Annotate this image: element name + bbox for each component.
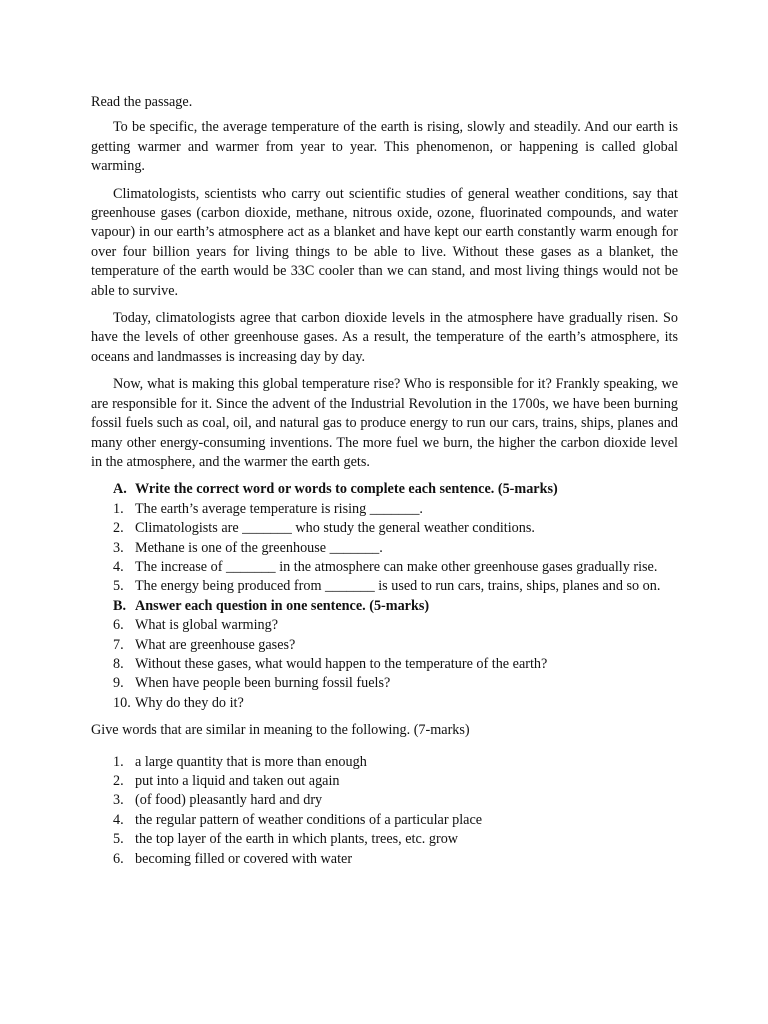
definition-number: 6. <box>113 850 124 867</box>
definition-item <box>113 850 678 869</box>
question-number: 8. <box>113 655 124 672</box>
intro-line: Read the passage. <box>91 94 193 110</box>
question-number: 6. <box>113 617 124 634</box>
passage-paragraph-1: To be specific, the average temperature of the earth is rising, slowly and steadily. And our earth is getting warmer and warmer from year to year. This phenomenon, or happening is called global warming. <box>91 119 678 175</box>
question-number: 1. <box>113 500 124 517</box>
question-number: 10. <box>113 694 131 711</box>
section-a-heading <box>113 480 678 499</box>
question-text: What is global warming? <box>135 617 279 634</box>
question-item <box>113 616 678 635</box>
question-text: Climatologists are _______ who study the general weather conditions. <box>135 520 535 537</box>
question-item <box>113 558 678 577</box>
question-item <box>113 694 678 713</box>
question-text: When have people been burning fossil fuels? <box>135 675 391 692</box>
question-item <box>113 500 678 519</box>
definition-text: a large quantity that is more than enough <box>135 753 367 770</box>
section-a-title: Write the correct word or words to complete each sentence. (5-marks) <box>135 481 558 498</box>
question-text: The increase of _______ in the atmosphere can make other greenhouse gases gradually rise. <box>135 558 658 575</box>
definition-number: 5. <box>113 831 124 848</box>
definition-text: (of food) pleasantly hard and dry <box>135 792 323 809</box>
question-text: The energy being produced from _______ is used to run cars, trains, ships, planes and so on. <box>135 578 661 595</box>
definition-number: 3. <box>113 792 124 809</box>
question-text: Methane is one of the greenhouse _______. <box>135 539 383 556</box>
similar-words-heading: Give words that are similar in meaning to the following. (7-marks) <box>91 722 470 739</box>
question-item <box>113 655 678 674</box>
question-text: The earth’s average temperature is rising _______. <box>135 500 423 517</box>
definition-text: put into a liquid and taken out again <box>135 773 340 789</box>
question-number: 9. <box>113 675 124 692</box>
definition-number: 4. <box>113 811 124 828</box>
document-content <box>91 93 678 869</box>
definition-number: 1. <box>113 753 124 770</box>
question-item <box>113 519 678 538</box>
question-text: Why do they do it? <box>135 694 244 711</box>
definition-item <box>113 753 678 772</box>
passage-paragraph-3: Today, climatologists agree that carbon dioxide levels in the atmosphere have gradually risen. So have the levels of other greenhouse gases. As a result, the temperature of the earth’s atmosphere, its oceans and landmasses is increasing day by day. <box>91 310 678 365</box>
question-number: 4. <box>113 558 124 575</box>
question-item <box>113 636 678 655</box>
question-item <box>113 674 678 693</box>
section-b-heading <box>113 597 678 616</box>
question-number: 3. <box>113 539 124 556</box>
question-text: What are greenhouse gases? <box>135 636 296 653</box>
question-number: 5. <box>113 578 124 595</box>
definition-item <box>113 830 678 849</box>
definition-text: the regular pattern of weather conditions of a particular place <box>135 811 483 828</box>
section-b-title: Answer each question in one sentence. (5-marks) <box>135 597 430 614</box>
question-item <box>113 539 678 558</box>
definition-text: the top layer of the earth in which plants, trees, etc. grow <box>135 831 459 848</box>
passage-paragraph-2: Climatologists, scientists who carry out scientific studies of general weather conditions, say that greenhouse gases (carbon dioxide, methane, nitrous oxide, ozone, fluorinated compounds, and water vapour) in our earth’s atmosphere act as a blanket and have kept our earth constantly warm enough for over four billion years for living things to be able to live. Without these gases as a blanket, the temperature of the earth would be 33C cooler than we can stand, and most living things would not be able to survive. <box>91 185 678 299</box>
definition-item <box>113 791 678 810</box>
section-a-label: A. <box>113 481 127 498</box>
definition-text: becoming filled or covered with water <box>135 850 353 867</box>
section-b-label: B. <box>113 597 127 614</box>
question-text: Without these gases, what would happen to the temperature of the earth? <box>135 655 548 672</box>
passage-paragraph-4: Now, what is making this global temperature rise? Who is responsible for it? Frankly speaking, we are responsible for it. Since the advent of the Industrial Revolution in the 1700s, we have been burning fossil fuels such as coal, oil, and natural gas to produce energy to run our cars, trains, ships, planes and many other energy-consuming inventions. The more fuel we burn, the higher the carbon dioxide level in the atmosphere, and the warmer the earth gets. <box>91 376 678 470</box>
definition-item <box>113 811 678 830</box>
definition-number: 2. <box>113 773 124 789</box>
question-item <box>113 577 678 596</box>
question-number: 7. <box>113 636 124 653</box>
definition-item <box>113 772 678 791</box>
question-number: 2. <box>113 520 124 537</box>
